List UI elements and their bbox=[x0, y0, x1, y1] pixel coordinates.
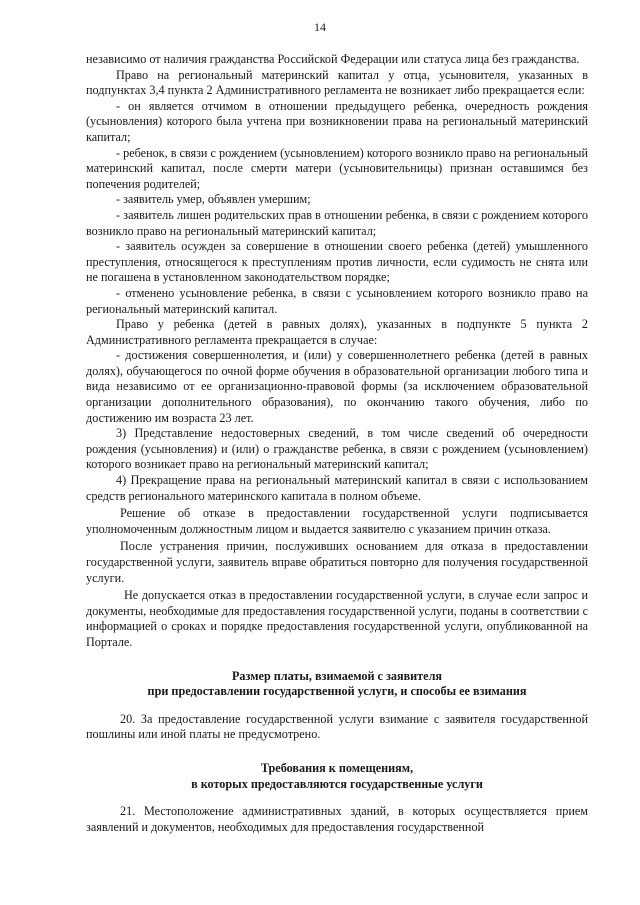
paragraph: 4) Прекращение права на региональный материнский капитал в связи с использованием средств регионального материнского капитала в полном объеме. bbox=[86, 473, 588, 503]
list-item: - ребенок, в связи с рождением (усыновлением) которого возникло право на региональный материнский капитал, после смерти матери (усыновительницы) признан оставшимся без попечения родителей; bbox=[86, 145, 588, 191]
paragraph: После устранения причин, послуживших основанием для отказа в предоставлении государственной услуги, заявитель вправе обратиться повторно для получения государственной услуги. bbox=[86, 539, 588, 585]
section-heading: при предоставлении государственной услуги, и способы ее взимания bbox=[147, 684, 527, 699]
paragraph: Право на региональный материнский капитал у отца, усыновителя, указанных в подпунктах 3,4 пункта 2 Административного регламента не возникает либо прекращается если: bbox=[86, 67, 588, 98]
page-number: 14 bbox=[314, 20, 326, 34]
list-item: - отменено усыновление ребенка, в связи с усыновлением которого возникло право на региональный материнский капитал. bbox=[86, 285, 588, 316]
paragraph: 3) Представление недостоверных сведений, в том числе сведений об очередности рождения (усыновления) и (или) о гражданстве ребенка, в связи с рождением (усыновлением) которого возникает право на региональный материнский капитал; bbox=[86, 426, 588, 472]
paragraph: 21. Местоположение административных зданий, в которых осуществляется прием заявлений и документов, необходимых для предоставления государственной bbox=[86, 804, 588, 834]
list-item: - заявитель умер, объявлен умершим; bbox=[116, 192, 311, 207]
section-heading: Требования к помещениям, bbox=[260, 760, 414, 775]
list-item: - достижения совершеннолетия, и (или) у совершеннолетнего ребенка (детей в равных долях), обучающегося по очной форме обучения в образовательной организации любого типа и вида независимо от ее организационно-правовой формы (за исключением образовательной организации дополнительного образования), по окончанию такого обучения, либо по достижению им возраста 23 лет. bbox=[86, 348, 588, 425]
paragraph: Право у ребенка (детей в равных долях), указанных в подпункте 5 пункта 2 Административного регламента прекращается в случае: bbox=[86, 317, 588, 347]
spacer bbox=[86, 651, 588, 669]
paragraph: независимо от наличия гражданства Российской Федерации или статуса лица без гражданства. bbox=[86, 52, 580, 66]
list-item: - заявитель лишен родительских прав в отношении ребенка, в связи с рождением которого возникло право на региональный материнский капитал; bbox=[86, 207, 588, 238]
section-heading: Размер платы, взимаемой с заявителя bbox=[231, 668, 443, 683]
section-heading: в которых предоставляются государственные услуги bbox=[191, 776, 483, 791]
spacer bbox=[86, 743, 588, 761]
paragraph: Не допускается отказ в предоставлении государственной услуги, в случае если запрос и документы, необходимые для предоставления государственной услуги, поданы в соответствии с информацией о сроках и порядке предоставления государственной услуги, опубликованной на Портале. bbox=[86, 588, 588, 649]
paragraph: Решение об отказе в предоставлении государственной услуги подписывается уполномоченным должностным лицом и выдается заявителю с указанием причин отказа. bbox=[86, 506, 588, 536]
spacer bbox=[86, 792, 588, 804]
list-item: - он является отчимом в отношении предыдущего ребенка, очередность рождения (усыновления) которого была учтена при возникновении права на региональный материнский капитал; bbox=[86, 98, 588, 144]
list-item: - заявитель осужден за совершение в отношении своего ребенка (детей) умышленного преступления, относящегося к преступлениям против личности, если судимость не снята или не погашена в установленном законодательством порядке; bbox=[86, 239, 588, 285]
paragraph: 20. За предоставление государственной услуги взимание с заявителя государственной пошлины или иной платы не предусмотрено. bbox=[86, 711, 588, 742]
spacer bbox=[86, 700, 588, 712]
document-body bbox=[86, 52, 588, 835]
